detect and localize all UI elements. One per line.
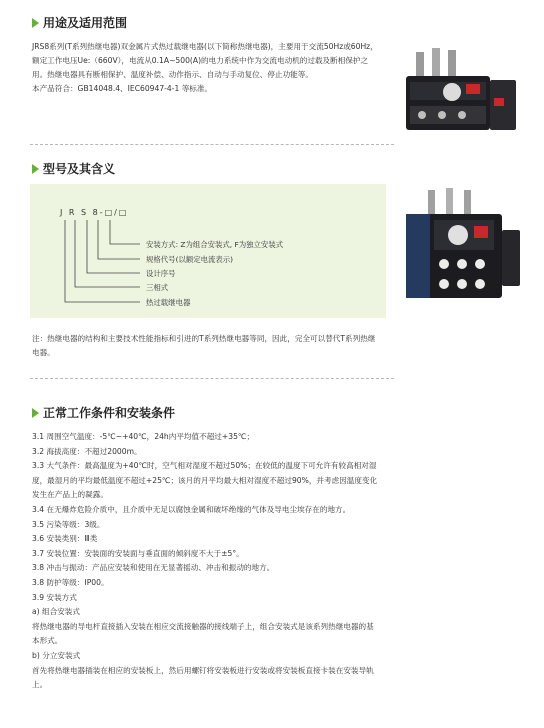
triangle-bullet-icon [32, 408, 39, 418]
triangle-bullet-icon [32, 18, 39, 28]
condition-line: 3.2 海拔高度：不超过2000m。 [32, 446, 142, 456]
model-label-spec: 规格代号(以额定电流表示) [146, 255, 234, 264]
divider [30, 378, 394, 379]
condition-line: 3.7 安装位置：安装面的安装面与垂直面的倾斜度不大于±5°。 [32, 548, 244, 558]
condition-line: 3.9 安装方式 [32, 592, 77, 602]
section-title-usage [32, 14, 127, 31]
usage-standard: 本产品符合：GB14048.4、IEC60947-4-1 等标准。 [32, 84, 213, 93]
section-title-conditions [32, 404, 175, 421]
model-label-three-phase: 三相式 [146, 283, 169, 292]
section-title-model [32, 160, 115, 177]
model-label-relay: 热过载继电器 [146, 298, 191, 307]
product-photo-standalone [400, 186, 524, 304]
condition-line: 3.1 周围空气温度：-5℃~+40℃，24h内平均值不超过+35℃； [32, 432, 255, 441]
model-code: J R S 8-□/□ [60, 208, 129, 217]
condition-line: 3.6 安装类别：Ⅲ类 [32, 534, 98, 544]
product-photo-combined [402, 34, 522, 140]
model-note [32, 332, 378, 360]
model-diagram-lines [30, 184, 386, 318]
model-label-design: 设计序号 [146, 269, 176, 278]
section-title-model-text: 型号及其含义 [43, 162, 116, 176]
condition-line: 3.8 防护等级：IP00。 [32, 577, 109, 587]
condition-line: b) 分立安装式 [32, 650, 81, 660]
condition-line: 3.5 污染等级：3级。 [32, 519, 105, 529]
triangle-bullet-icon [32, 164, 39, 174]
condition-line: 首先将热继电器插装在相应的安装板上，然后用螺钉将安装板进行安装或将安装板直接卡装在安装导轨上。 [32, 665, 374, 690]
conditions-list [32, 430, 378, 693]
model-label-install: 安装方式: Z为组合安装式, F为独立安装式 [146, 240, 284, 249]
condition-line: a) 组合安装式 [32, 607, 80, 617]
condition-line: 3.8 冲击与振动：产品应安装和使用在无显著摇动、冲击和振动的地方。 [32, 563, 275, 573]
usage-paragraph [32, 40, 378, 96]
model-diagram [30, 184, 386, 318]
model-note-text: 注：热继电器的结构和主要技术性能指标和引进的T系列热继电器等同，因此，完全可以替代T系列热继电器。 [32, 334, 376, 357]
usage-text: JRS8系列(T系列热继电器)双金属片式热过载继电器(以下简称热继电器)，主要用于交流50Hz或60Hz，额定工作电压Ue:（660V），电流从0.1A~500(A)的电力系统中作为交流电动机的过载及断相保护之用。热继电器具有断相保护、温度补偿、动作指示、自动与手动复位、停止功能等。 [32, 42, 378, 79]
condition-line: 3.3 大气条件：最高温度为+40℃时，空气相对湿度不超过50%；在较低的温度下可允许有较高相对湿度，最湿月的平均最低温度不超过+25℃；该月的月平均最大相对湿度不超过90%，并考虑因温度变化发生在产品上的凝露。 [32, 461, 378, 500]
condition-line: 3.4 在无爆炸危险介质中，且介质中无足以腐蚀金属和破坏绝缘的气体及导电尘埃存在的地方。 [32, 504, 351, 514]
section-title-conditions-text: 正常工作条件和安装条件 [43, 406, 176, 420]
condition-line: 将热继电器的导电杆直接插入安装在相应交流接触器的接线端子上，组合安装式是该系列热继电器的基本形式。 [32, 621, 374, 646]
divider [30, 144, 394, 145]
section-title-usage-text: 用途及适用范围 [43, 16, 128, 30]
